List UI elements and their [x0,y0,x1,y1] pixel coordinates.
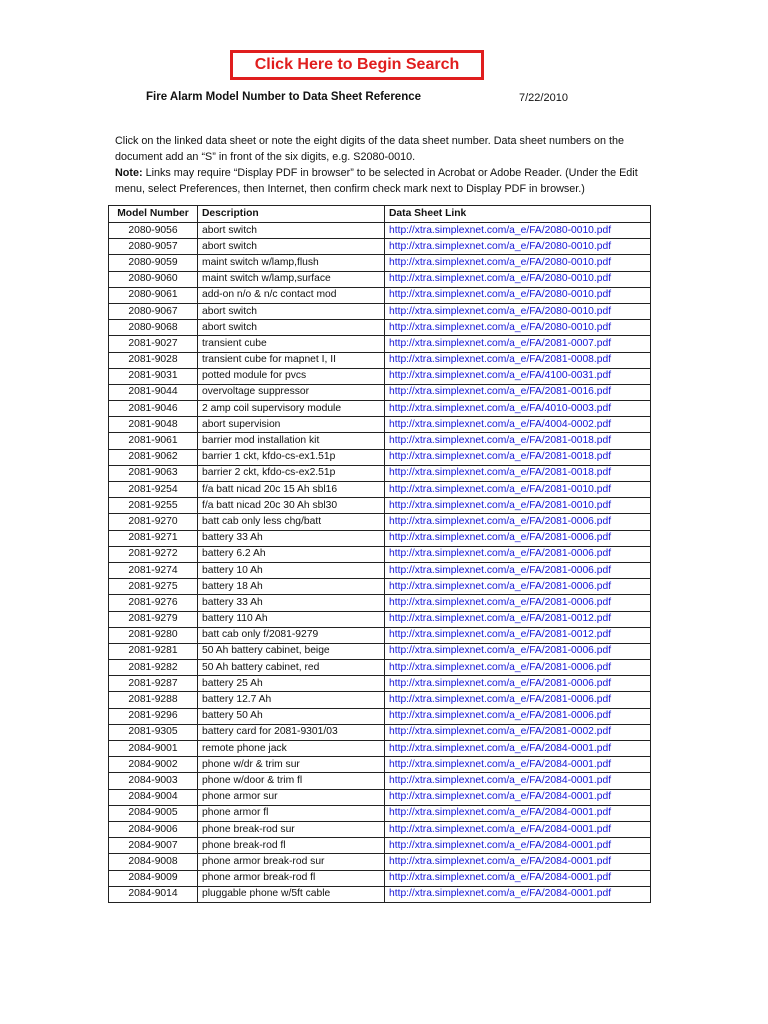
description-cell: abort switch [198,223,385,239]
description-cell: phone break-rod sur [198,821,385,837]
data-sheet-link[interactable]: http://xtra.simplexnet.com/a_e/FA/2081-0012.pdf [385,611,651,627]
model-number-cell: 2084-9006 [109,821,198,837]
model-number-cell: 2081-9305 [109,724,198,740]
description-cell: phone w/door & trim fl [198,773,385,789]
model-number-cell: 2081-9255 [109,498,198,514]
model-number-cell: 2084-9005 [109,805,198,821]
description-cell: maint switch w/lamp,flush [198,255,385,271]
data-sheet-link[interactable]: http://xtra.simplexnet.com/a_e/FA/2080-0010.pdf [385,320,651,336]
data-sheet-link[interactable]: http://xtra.simplexnet.com/a_e/FA/2081-0006.pdf [385,660,651,676]
data-sheet-link[interactable]: http://xtra.simplexnet.com/a_e/FA/2084-0001.pdf [385,854,651,870]
model-number-cell: 2081-9274 [109,562,198,578]
description-cell: f/a batt nicad 20c 30 Ah sbl30 [198,498,385,514]
model-number-cell: 2084-9002 [109,757,198,773]
table-row [109,514,651,530]
data-sheet-link[interactable]: http://xtra.simplexnet.com/a_e/FA/2084-0001.pdf [385,805,651,821]
model-number-cell: 2081-9062 [109,449,198,465]
model-number-cell: 2084-9004 [109,789,198,805]
data-sheet-link[interactable]: http://xtra.simplexnet.com/a_e/FA/2081-0006.pdf [385,595,651,611]
description-cell: phone armor break-rod sur [198,854,385,870]
description-cell: battery 18 Ah [198,579,385,595]
table-row [109,562,651,578]
model-number-cell: 2081-9063 [109,465,198,481]
description-cell: phone break-rod fl [198,838,385,854]
table-row [109,336,651,352]
table-header-row [109,206,651,223]
description-cell: maint switch w/lamp,surface [198,271,385,287]
data-sheet-link[interactable]: http://xtra.simplexnet.com/a_e/FA/2081-0008.pdf [385,352,651,368]
data-sheet-link[interactable]: http://xtra.simplexnet.com/a_e/FA/2084-0001.pdf [385,757,651,773]
table-row [109,741,651,757]
model-number-cell: 2081-9048 [109,417,198,433]
table-row [109,627,651,643]
table-row [109,692,651,708]
table-row [109,449,651,465]
data-sheet-link[interactable]: http://xtra.simplexnet.com/a_e/FA/2084-0001.pdf [385,773,651,789]
data-sheet-link[interactable]: http://xtra.simplexnet.com/a_e/FA/2081-0007.pdf [385,336,651,352]
note-label: Note: [115,167,143,179]
header-data-sheet-link: Data Sheet Link [385,206,651,223]
model-number-cell: 2080-9067 [109,303,198,319]
document-title: Fire Alarm Model Number to Data Sheet Reference [146,91,422,103]
table-row [109,239,651,255]
note-text: Links may require “Display PDF in browser” to be selected in Acrobat or Adobe Reader. (Under the Edit menu, select Preferences, then Internet, then confirm check mark next to Display PDF in browser.) [115,167,638,195]
model-number-cell: 2081-9287 [109,676,198,692]
table-row [109,433,651,449]
table-body [109,223,651,903]
data-sheet-link[interactable]: http://xtra.simplexnet.com/a_e/FA/2081-0006.pdf [385,676,651,692]
data-sheet-link[interactable]: http://xtra.simplexnet.com/a_e/FA/2080-0010.pdf [385,239,651,255]
model-number-cell: 2084-9008 [109,854,198,870]
description-cell: battery 12.7 Ah [198,692,385,708]
model-number-cell: 2081-9281 [109,643,198,659]
data-sheet-link[interactable]: http://xtra.simplexnet.com/a_e/FA/2081-0018.pdf [385,449,651,465]
table-row [109,287,651,303]
header-description: Description [198,206,385,223]
model-number-cell: 2081-9276 [109,595,198,611]
description-cell: battery 6.2 Ah [198,546,385,562]
description-cell: batt cab only less chg/batt [198,514,385,530]
table-row [109,352,651,368]
description-cell: barrier mod installation kit [198,433,385,449]
description-cell: phone armor break-rod fl [198,870,385,886]
table-row [109,482,651,498]
table-row [109,579,651,595]
model-number-cell: 2081-9282 [109,660,198,676]
table-row [109,643,651,659]
data-sheet-link[interactable]: http://xtra.simplexnet.com/a_e/FA/2081-0006.pdf [385,579,651,595]
model-number-cell: 2081-9254 [109,482,198,498]
model-number-cell: 2080-9060 [109,271,198,287]
description-cell: barrier 2 ckt, kfdo-cs-ex2.51p [198,465,385,481]
table-row [109,546,651,562]
data-sheet-link[interactable]: http://xtra.simplexnet.com/a_e/FA/4004-0002.pdf [385,417,651,433]
table-row [109,401,651,417]
table-row [109,417,651,433]
description-cell: phone armor sur [198,789,385,805]
table-row [109,854,651,870]
model-number-cell: 2080-9068 [109,320,198,336]
table-row [109,660,651,676]
model-number-cell: 2081-9027 [109,336,198,352]
model-number-cell: 2080-9059 [109,255,198,271]
description-cell: battery card for 2081-9301/03 [198,724,385,740]
model-number-cell: 2081-9270 [109,514,198,530]
note-paragraph [115,165,655,197]
description-cell: transient cube [198,336,385,352]
description-cell: add-on n/o & n/c contact mod [198,287,385,303]
intro-paragraph: Click on the linked data sheet or note the eight digits of the data sheet number. Data sheet numbers on the document add an “S” in front of the six digits, e.g. S2080-0010. [115,135,624,163]
description-cell: transient cube for mapnet I, II [198,352,385,368]
table-row [109,320,651,336]
description-cell: 50 Ah battery cabinet, red [198,660,385,676]
model-number-cell: 2081-9028 [109,352,198,368]
data-sheet-link[interactable]: http://xtra.simplexnet.com/a_e/FA/2081-0006.pdf [385,643,651,659]
data-sheet-link[interactable]: http://xtra.simplexnet.com/a_e/FA/4100-0031.pdf [385,368,651,384]
description-cell: batt cab only f/2081-9279 [198,627,385,643]
data-sheet-link[interactable]: http://xtra.simplexnet.com/a_e/FA/2080-0010.pdf [385,271,651,287]
table-row [109,773,651,789]
table-row [109,368,651,384]
table-row [109,595,651,611]
data-sheet-link[interactable]: http://xtra.simplexnet.com/a_e/FA/2084-0001.pdf [385,741,651,757]
data-sheet-link[interactable]: http://xtra.simplexnet.com/a_e/FA/2084-0001.pdf [385,886,651,902]
model-number-cell: 2084-9003 [109,773,198,789]
data-sheet-link[interactable]: http://xtra.simplexnet.com/a_e/FA/2080-0010.pdf [385,255,651,271]
data-sheet-link[interactable]: http://xtra.simplexnet.com/a_e/FA/4010-0003.pdf [385,401,651,417]
model-number-cell: 2081-9275 [109,579,198,595]
data-sheet-link[interactable]: http://xtra.simplexnet.com/a_e/FA/2081-0002.pdf [385,724,651,740]
model-number-cell: 2084-9001 [109,741,198,757]
model-number-cell: 2084-9014 [109,886,198,902]
table-row [109,757,651,773]
data-sheet-table [108,205,651,903]
table-row [109,838,651,854]
table-row [109,530,651,546]
data-sheet-link[interactable]: http://xtra.simplexnet.com/a_e/FA/2080-0010.pdf [385,223,651,239]
description-cell: abort switch [198,239,385,255]
intro-text [115,133,655,197]
table-row [109,271,651,287]
model-number-cell: 2080-9056 [109,223,198,239]
model-number-cell: 2080-9061 [109,287,198,303]
begin-search-button[interactable]: Click Here to Begin Search [230,50,484,80]
data-sheet-link[interactable]: http://xtra.simplexnet.com/a_e/FA/2080-0010.pdf [385,287,651,303]
model-number-cell: 2081-9280 [109,627,198,643]
model-number-cell: 2081-9288 [109,692,198,708]
table-row [109,465,651,481]
table-row [109,789,651,805]
model-number-cell: 2081-9279 [109,611,198,627]
data-sheet-link[interactable]: http://xtra.simplexnet.com/a_e/FA/2081-0006.pdf [385,562,651,578]
description-cell: pluggable phone w/5ft cable [198,886,385,902]
table-row [109,886,651,902]
data-sheet-link[interactable]: http://xtra.simplexnet.com/a_e/FA/2081-0018.pdf [385,465,651,481]
model-number-cell: 2084-9007 [109,838,198,854]
description-cell: battery 110 Ah [198,611,385,627]
model-number-cell: 2081-9044 [109,384,198,400]
data-sheet-link[interactable]: http://xtra.simplexnet.com/a_e/FA/2081-0012.pdf [385,627,651,643]
description-cell: battery 25 Ah [198,676,385,692]
model-number-cell: 2081-9271 [109,530,198,546]
description-cell: overvoltage suppressor [198,384,385,400]
description-cell: abort switch [198,303,385,319]
description-cell: potted module for pvcs [198,368,385,384]
data-sheet-link[interactable]: http://xtra.simplexnet.com/a_e/FA/2084-0001.pdf [385,821,651,837]
data-sheet-link[interactable]: http://xtra.simplexnet.com/a_e/FA/2080-0010.pdf [385,303,651,319]
data-sheet-link[interactable]: http://xtra.simplexnet.com/a_e/FA/2081-0006.pdf [385,546,651,562]
description-cell: battery 33 Ah [198,595,385,611]
model-number-cell: 2084-9009 [109,870,198,886]
table-row [109,498,651,514]
model-number-cell: 2080-9057 [109,239,198,255]
table-row [109,708,651,724]
data-sheet-link[interactable]: http://xtra.simplexnet.com/a_e/FA/2081-0018.pdf [385,433,651,449]
table-row [109,870,651,886]
table-row [109,676,651,692]
data-sheet-link[interactable]: http://xtra.simplexnet.com/a_e/FA/2081-0010.pdf [385,482,651,498]
description-cell: battery 10 Ah [198,562,385,578]
description-cell: battery 33 Ah [198,530,385,546]
data-sheet-link[interactable]: http://xtra.simplexnet.com/a_e/FA/2084-0001.pdf [385,838,651,854]
description-cell: 50 Ah battery cabinet, beige [198,643,385,659]
data-sheet-link[interactable]: http://xtra.simplexnet.com/a_e/FA/2081-0006.pdf [385,530,651,546]
description-cell: phone armor fl [198,805,385,821]
table-row [109,303,651,319]
data-sheet-link[interactable]: http://xtra.simplexnet.com/a_e/FA/2084-0001.pdf [385,789,651,805]
description-cell: f/a batt nicad 20c 15 Ah sbl16 [198,482,385,498]
table-row [109,805,651,821]
description-cell: battery 50 Ah [198,708,385,724]
model-number-cell: 2081-9031 [109,368,198,384]
description-cell: abort supervision [198,417,385,433]
model-number-cell: 2081-9272 [109,546,198,562]
data-sheet-link[interactable]: http://xtra.simplexnet.com/a_e/FA/2081-0006.pdf [385,514,651,530]
data-sheet-link[interactable]: http://xtra.simplexnet.com/a_e/FA/2081-0016.pdf [385,384,651,400]
description-cell: remote phone jack [198,741,385,757]
description-cell: 2 amp coil supervisory module [198,401,385,417]
data-sheet-link[interactable]: http://xtra.simplexnet.com/a_e/FA/2084-0001.pdf [385,870,651,886]
table-row [109,724,651,740]
model-number-cell: 2081-9046 [109,401,198,417]
model-number-cell: 2081-9296 [109,708,198,724]
table-row [109,821,651,837]
data-sheet-link[interactable]: http://xtra.simplexnet.com/a_e/FA/2081-0006.pdf [385,708,651,724]
description-cell: abort switch [198,320,385,336]
model-number-cell: 2081-9061 [109,433,198,449]
data-sheet-link[interactable]: http://xtra.simplexnet.com/a_e/FA/2081-0006.pdf [385,692,651,708]
description-cell: barrier 1 ckt, kfdo-cs-ex1.51p [198,449,385,465]
table-row [109,384,651,400]
table-row [109,223,651,239]
table-row [109,611,651,627]
description-cell: phone w/dr & trim sur [198,757,385,773]
document-date: 7/22/2010 [519,92,568,104]
table-row [109,255,651,271]
data-sheet-link[interactable]: http://xtra.simplexnet.com/a_e/FA/2081-0010.pdf [385,498,651,514]
header-model-number: Model Number [109,206,198,223]
